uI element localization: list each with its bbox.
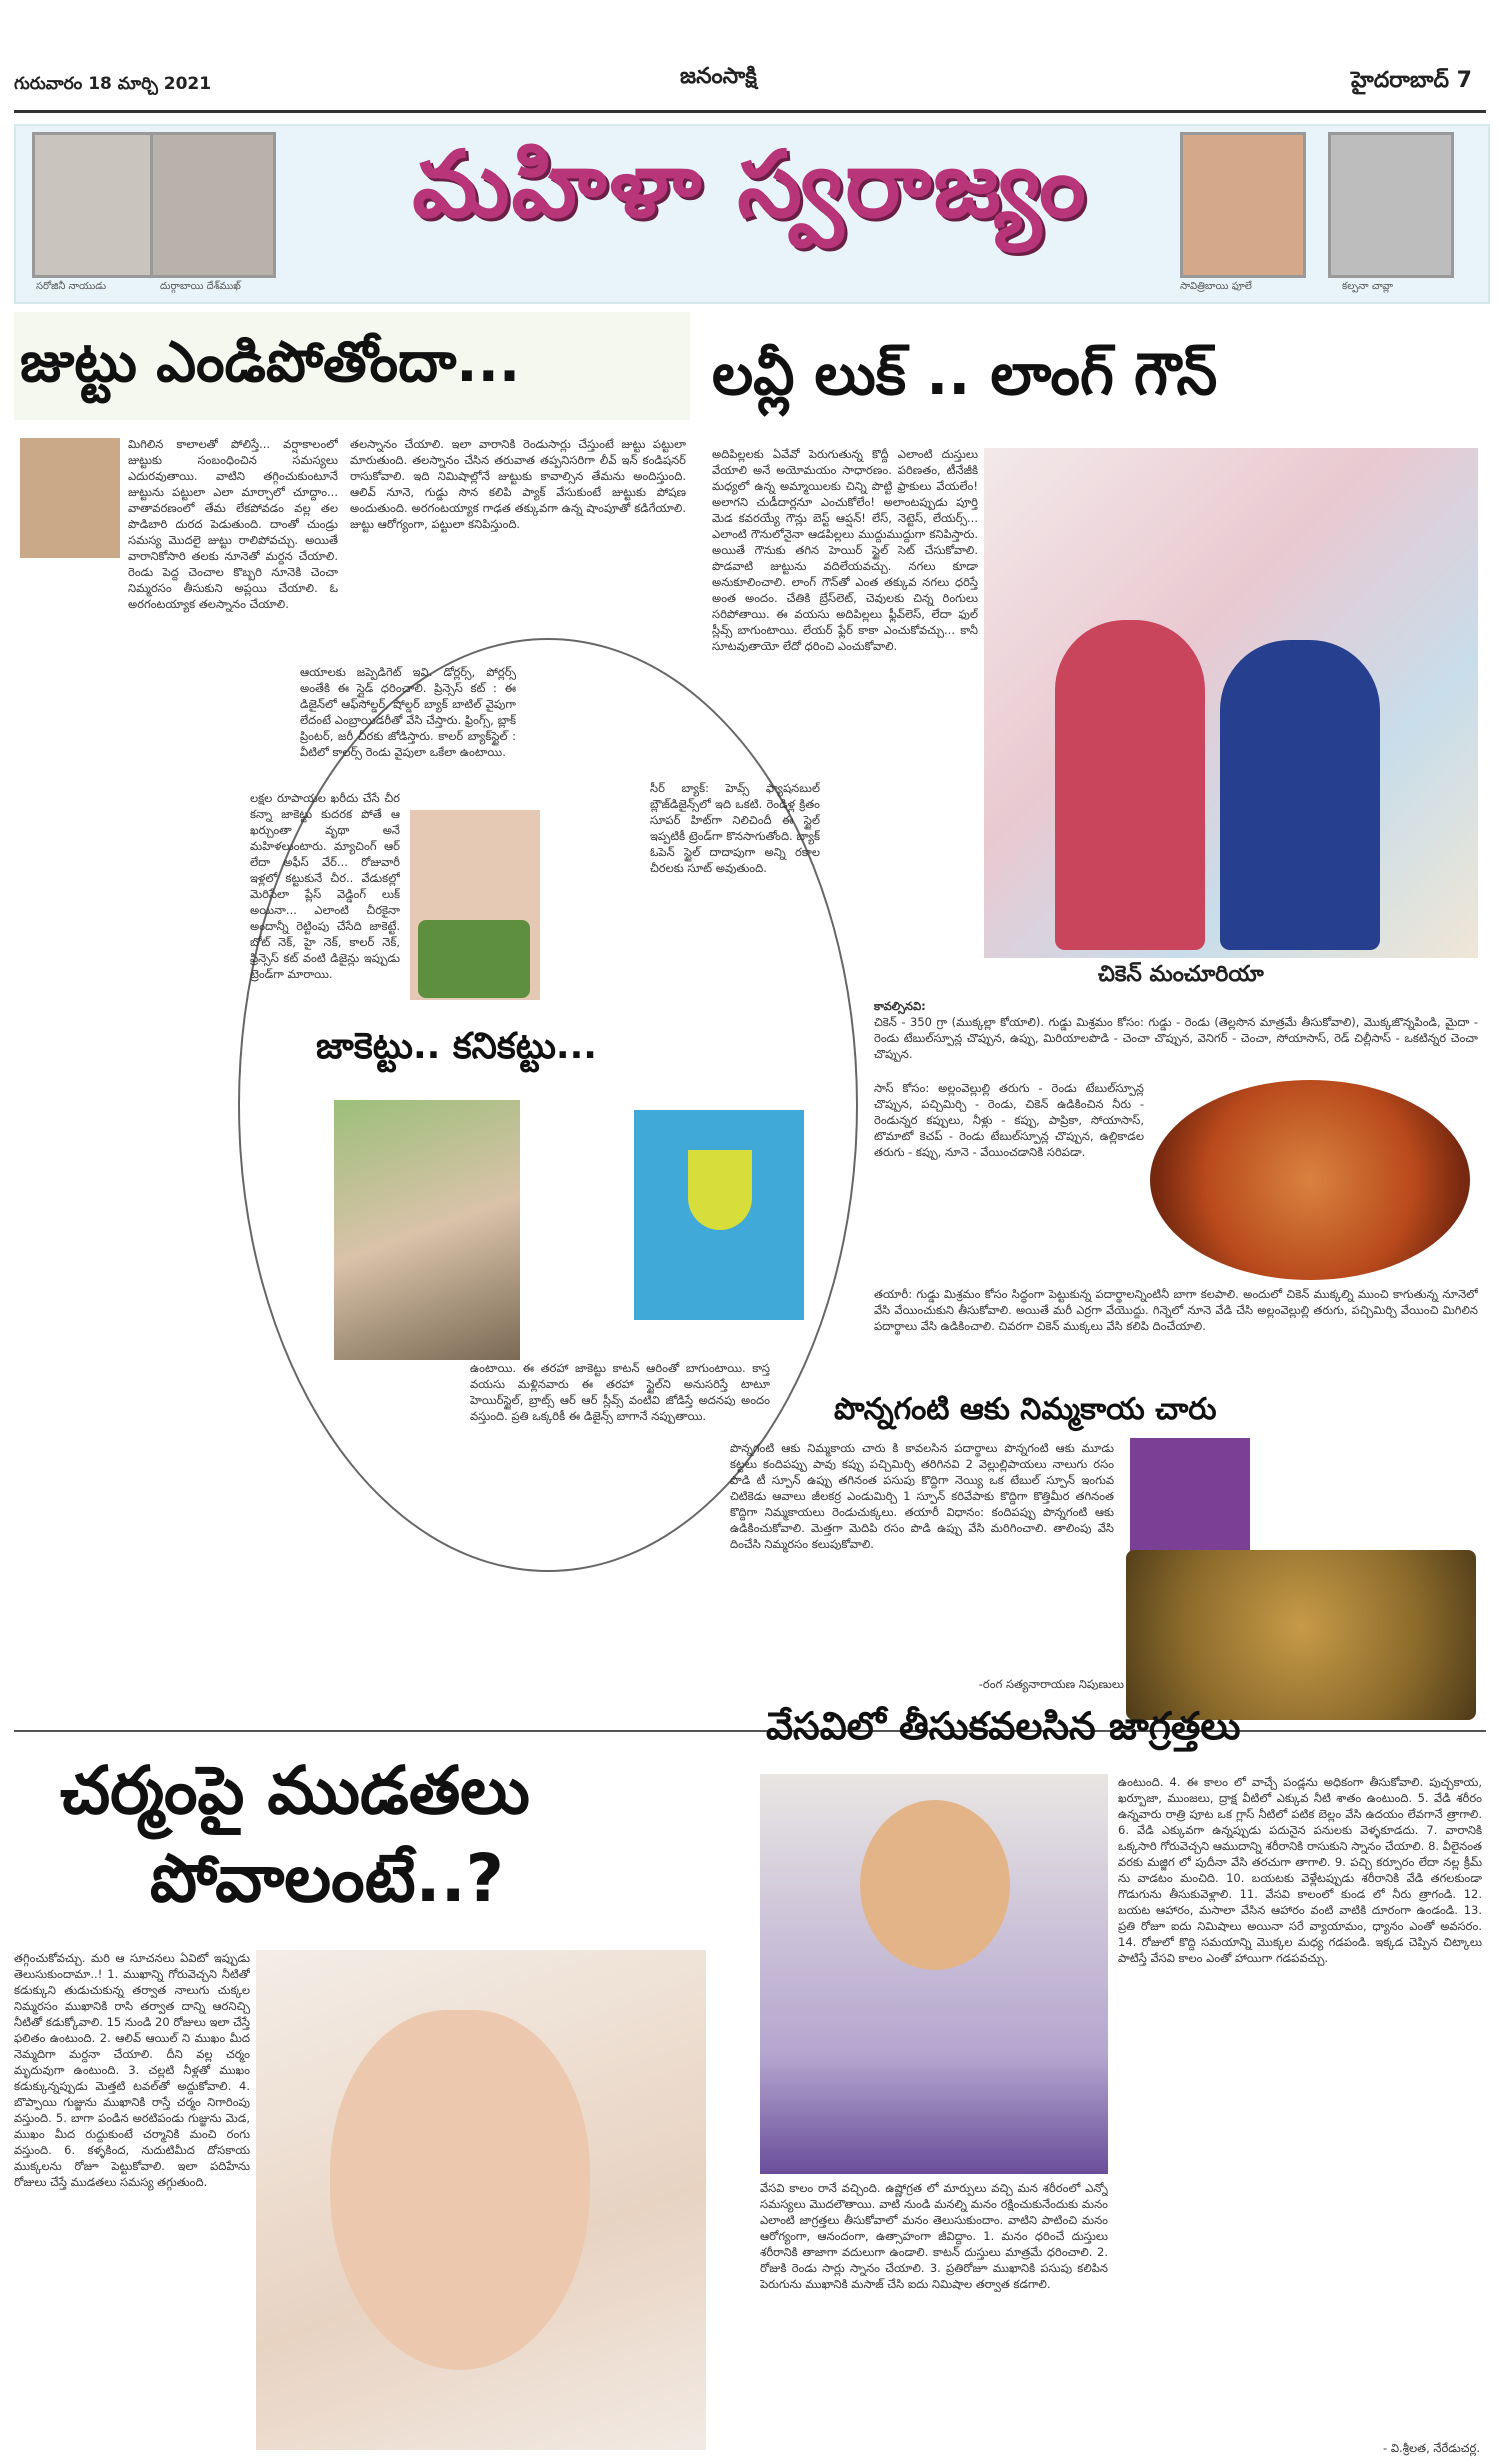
portrait-caption-4: కల్పనా చావ్లా [1342,281,1393,292]
page-number: హైదరాబాద్ 7 [1351,68,1472,93]
jacket-title: జాకెట్టు.. కనికట్టు... [316,1026,597,1067]
charu-body: పొన్నగంటి ఆకు నిమ్మకాయ చారు కి కావలసిన పదార్థాలు పొన్నగంటి ఆకు మూడు కట్టలు కందిపప్పు పావు కప్పు పచ్చిమిర్చి తరిగినవి 2 వెల్లుల్లిపాయలు నాలుగు రసం పొడి టీ స్పూన్ ఉప్పు తగినంత పసుపు కొద్దిగా నెయ్యి ఒక టేబుల్ స్పూన్ ఇంగువ చిటికెడు ఆవాలు జీలకర్ర ఎండుమిర్చి 1 స్పూన్ కరివేపాకు కొద్దిగా కొత్తిమీర తగినంత కొద్దిగా నిమ్మకాయలు రెండుచుక్కలు. తయారీ విధానం: కందిపప్పు పొన్నగంటి ఆకు ఉడికించుకోవాలి. మెత్తగా మెదిపి రసం పొడి ఉప్పు వేసి మరిగించాలి. తాలింపు వేసి దించేసి నిమ్మరసం కలుపుకోవాలి. [730,1441,1114,1551]
hair-model-photo [20,438,120,558]
newspaper-logo: జనంసాక్షి [680,64,757,89]
charu-dish-photo [1126,1550,1476,1720]
gown-blue-dress [1220,640,1380,950]
hair-body-right: తలస్నానం చేయాలి. ఇలా వారానికి రెండుసార్లు చేస్తుంటే జుట్టు పట్టులా మారుతుంది. తలస్నానం చేసిన తరువాత తప్పనిసరిగా లీవ్ ఇన్ కండిషనర్ రాసుకోవాలి. ఇది నిమిషాల్లోనే జుట్టుకు కావాల్సిన తేమను అందిస్తుంది. ఆలివ్ నూనె, గుడ్డు సొన కలిపి ప్యాక్ వేసుకుంటే జుట్టుకు పోషణ అందుతుంది. అరగంటయ్యాక గాఢత తక్కువగా ఉన్న షాంపూతో కడిగేయాలి. జుట్టు ఆరోగ్యంగా, పట్టులా కనిపిస్తుంది. [350,437,686,531]
portrait-2 [150,132,276,278]
face-shape [330,2010,590,2370]
manchurian-method: తయారీ: గుడ్డు మిశ్రమం కోసం సిద్ధంగా పెట్టుకున్న పదార్థాలన్నింటినీ బాగా కలపాలి. అందులో చికెన్ ముక్కల్ని ముంచి కాగుతున్న నూనెలో వేసి వేయించుకుని తీసుకోవాలి. అయితే మరీ ఎర్రగా వేయొద్దు. గిన్నెలో నూనె వేడి చేసి అల్లంవెల్లుల్లి తరుగు, పచ్చిమిర్చి వేయించి మిగిలిన పదార్థాలు వేసి ఉడికించాలి. చివరగా చికెన్ ముక్కలు వేసి కలిపి దించేయాలి. [874,1287,1478,1333]
section-divider [14,1730,1486,1732]
portrait-1 [32,132,158,278]
jacket-body-right: సీర్ బ్యాక్: హెవ్స్ ఫ్యాషనబుల్ బ్లౌజ్‌డిజైన్స్‌లో ఇది ఒకటి. రెండిళ్ల క్రితం సూపర్ హిట్‌గా నిలిచిందీ ఈ స్టైల్ ఇప్పటికీ ట్రెండ్‌గా కొనసాగుతోంది. బ్యాక్ ఓపెన్ స్టైల్ దాదాపుగా అన్ని రకాల చీరలకు సూట్ అవుతుంది. [650,781,820,875]
charu-byline: -రంగ సత్యనారాయణ నిపుణులు [978,1677,1124,1691]
banner-title: మహిళా స్వరాజ్యం [412,130,1088,238]
charu-title: పొన్నగంటి ఆకు నిమ్మకాయ చారు [834,1392,1217,1427]
manchurian-title: చికెన్ మంచూరియా [1098,962,1264,987]
issue-date: గురువారం 18 మార్చి 2021 [14,74,212,94]
gown-body: అదిపిల్లలకు ఏవేవో పెరుగుతున్న కొద్దీ ఎలాంటి దుస్తులు వేయాలి అనే అయోమయం సాధారణం. పరిణతం, టీనేజీకి మధ్యలో ఉన్న అమ్మాయిలకు చిన్ని పొట్టి ఫ్రాకులు వేయలేం! అలాగని చుడీదార్లనూ ఎంచుకోలేం! అలాంటప్పుడు పూర్తి మెడ కవరయ్యే గౌన్లు బెస్ట్ ఆప్షన్! లేస్, నెట్టెస్, లేయర్స్... ఎలాంటి గౌనులోనైనా ఆడపిల్లలు ముద్దుముద్దుగా కనిపిస్తారు. అయితే గౌనుకు తగిన హెయిర్ స్టైల్ సెట్ చేసుకోవాలి. పొడవాటి జుట్టును వదిలేయవచ్చు. నగలు కూడా అనుకూలించాలి. లాంగ్ గౌన్‌తో ఎంత తక్కువ నగలు ధరిస్తే అంత అందం. చేతికి బ్రేస్‌లెట్, చెవులకు చిన్న రింగులు సరిపోతాయి. ఈ వయసు అదిపిల్లలు ఫ్లీవ్‌లెస్, లేదా ఫుల్ స్లీవ్స్ బాగుంటాయి. లేయర్ ఫ్లేర్ కాకా ఎంచుకోవచ్చు... కానీ సూటవుతాయో లేదో ధరించి ఎంచుకోవాలి. [712,447,978,653]
charu-author-photo [1130,1438,1250,1558]
gown-red-dress [1055,620,1205,950]
portrait-caption-2: దుర్గాబాయి దేశ్‌ముఖ్ [160,281,241,292]
gown-title: లవ్లీ లుక్ .. లాంగ్ గౌన్ [712,340,1218,408]
wrinkles-title-line1: చర్మంపై ముడతలు [60,1752,530,1829]
wrinkles-title-line2: పోవాలంటే..? [150,1840,504,1917]
hair-body-left: మిగిలిన కాలాలతో పోలిస్తే... వర్షాకాలంలో జుట్టుకు సంబంధించిన సమస్యలు ఎదురవుతాయి. వాటిని తగ్గించుకుంటూనే జుట్టును పట్టులా ఎలా మార్చాలో చూద్దాం... వాతావరణంలో తేమ లేకపోవడం వల్ల తల పొడిబారి దురద పెడుతుంది. దాంతో చుండ్రు సమస్య మొదలై జుట్టు రాలిపోవచ్చు. అయితే వారానికోసారి తలకు నూనెతో మర్దన చేయాలి. రెండు పెద్ద చెంచాల కొబ్బరి నూనెకి చెంచా నిమ్మరసం తీసుకుని అప్లయి చేయాలి. ఓ అరగంటయ్యాక తలస్నానం చేయాలి. [128,437,338,611]
jacket-body-top: ఆయాలకు జప్పెడిగెట్ ఇవి. డోర్లర్స్, పోర్లర్స్ అంతేకి ఈ స్లైడ్ ధరించాలి. ప్రిన్సెస్ కట్ : ఈ డిజైన్‌లో ఆఫ్‌సోల్డర్, షోల్డర్ బ్యాక్ బాటిల్ వైపుగా లేదంటే ఎంబ్రాయిడరీతో వేసి చేస్తారు. ఫ్రింగ్స్, బ్లాక్ ప్రింటర్, జరీ చీరకు జోడిస్తారు. కాలర్ బ్యాక్‌స్టైల్ : వీటిలో కాలర్స్ రెండు వైపులా ఒకేలా ఉంటాయి. [300,665,516,759]
manchurian-ingredients-heading: కావల్సినవి: [874,999,926,1013]
summer-byline: - వి.శ్రీలత, నేరేడుచర్ల. [1383,2441,1480,2455]
jacket-body-bottom: ఉంటాయి. ఈ తరహా జాకెట్టు కాటన్ ఆరింతో బాగుంటాయి. కాస్త వయసు మళ్లినవారు ఈ తరహా స్టైల్‌ని అనుసరిస్తే టాటూ హెయిర్‌స్టైల్, బ్రాట్స్ ఆర్ ఆర్ స్లీవ్స్ వంటివి జోడిస్తే అదనపు అందం వస్తుంది. ప్రతి ఒక్కరికీ ఈ డిజైన్స్ బాగానే నప్పుతాయి. [470,1361,770,1423]
hair-title: జుట్టు ఎండిపోతోందా... [20,330,521,395]
green-blouse [418,920,530,998]
manchurian-photo [1150,1080,1470,1280]
summer-body-left: వేసవి కాలం రానే వచ్చింది. ఉష్ణోగ్రత లో మార్పులు వచ్చి మన శరీరంలో ఎన్నో సమస్యలు మొదలౌతాయి. వాటి నుండి మనల్ని మనం రక్షించుకునేందుకు మనం ఎలాంటి జాగ్రత్తలు తీసుకోవాలో మనం తెలుసుకుందాం. వాటిని పాటించి మనం ఆరోగ్యంగా, ఆనందంగా, ఉత్సాహంగా జీవిద్దాం. 1. మనం ధరించే దుస్తులు శరీరానికి తాజాగా వదులుగా ఉండాలి. కాటన్ దుస్తులు మాత్రమే ధరించాలి. 2. రోజుకి రెండు సార్లు స్నానం చేయాలి. 3. ప్రతిరోజూ ముఖానికి పసుపు కలిపిన పెరుగును ముఖానికి మసాజ్ చేసి ఐదు నిమిషాల తర్వాత కడగాలి. [760,2181,1108,2291]
manchurian-sauce: సాస్ కోసం: అల్లంవెల్లుల్లి తరుగు - రెండు టేబుల్‌స్పూన్ల చొప్పున, పచ్చిమిర్చి - రెండు, చికెన్ ఉడికించిన నీరు - రెండున్నర కప్పులు, నీళ్లు - కప్పు, పాప్రికా, సోయాసాస్, టొమాటో కెచప్ - రెండు టేబుల్‌స్పూన్ల చొప్పున, ఉల్లికాడల తరుగు - కప్పు, నూనె - వేయించడానికి సరిపడా. [874,1081,1144,1159]
page-header [0,0,1500,120]
summer-body-right: ఉంటుంది. 4. ఈ కాలం లో వాచ్చే పండ్లను అధికంగా తీసుకోవాలి. పుచ్చకాయ, ఖర్బూజా, ముంజలు, ద్రాక్ష వీటిలో ఎక్కువ నీటి శాతం ఉంటుంది. 5. వేడి శరీరం ఉన్నవారు రాత్రి పూట ఒక గ్లాస్ నీటిలో పటిక బెల్లం వేసి ఉదయం లేవగానే త్రాగాలి. 6. వేడి ఎక్కువగా ఉన్నప్పుడు పదునైన పనులకు వెళ్ళకూడదు. 7. వారానికి ఒక్కసారి గోరువెచ్చని ఆముదాన్ని శరీరానికి రాసుకుని స్నానం చేయాలి. 8. వీలైనంత వరకు మజ్జిగ లో పుదీనా వేసి తరచుగా తాగాలి. 9. పచ్చి కర్పూరం లేదా నల్ల క్రీమ్ ను వాడటం మంచిది. 10. బయటకు వెళ్లేటప్పుడు శరీరానికి వేడి తగలకుండా గొడుగును తీసుకువెళ్లాలి. 11. వేసవి కాలంలో కుండ లో నీరు త్రాగండి. 12. బయట ఆహారం, మసాలా వేసిన ఆహారం వంటి వాటికి దూరంగా ఉండండి. 13. ప్రతి రోజూ ఐదు నిమిషాలు అయినా సరే వ్యాయామం, ధ్యానం ఎంతో అవసరం. 14. రోజులో కొద్ది సమయాన్ని మొక్కల మధ్య గడపండి. ఇక్కడ చెప్పిన చిట్కాలు పాటిస్తే వేసవి కాలం ఎంతో హాయిగా గడపవచ్చు. [1118,1775,1482,1965]
jacket-body-left: లక్షల రూపాయల ఖరీదు చేసే చీర కన్నా జాకెట్టు కుదరక పోతే ఆ ఖర్చుంతా వృథా అనే మహిళలుంటారు. మ్యాచింగ్ ఆర్ లేదా అఫీస్ వేర్... రోజువారీ ఇళ్లలో కట్టుకునే చీర.. వేడుకల్లో మెరిసేలా ప్లేస్ వెడ్డింగ్ లుక్ అయినా... ఎలాంటి చీరకైనా అందాన్నీ రెట్టింపు చేసేది జాకెట్టే. బోట్ నెక్, హై నెక్, కాలర్ నెక్, ప్రిన్సెస్ కట్ వంటి డిజైన్లు ఇప్పుడు ట్రెండ్‌గా మారాయి. [250,791,400,981]
portrait-caption-1: సరోజినీ నాయుడు [36,281,107,292]
blouse-neck-pattern [688,1150,752,1230]
summer-title: వేసవిలో తీసుకవలసిన జాగ్రత్తలు [766,1704,1241,1748]
portrait-caption-3: సావిత్రిబాయి ఫూలే [1180,281,1252,292]
manchurian-ingredients: చికెన్ - 350 గ్రా (ముక్కల్లా కోయాలి). గుడ్డు మిశ్రమం కోసం: గుడ్డు - రెండు (తెల్లసొన మాత్రమే తీసుకోవాలి), మొక్కజొన్నపిండి, మైదా - రెండు టేబుల్‌స్పూన్ల చొప్పున, ఉప్పు, మిరియాలపొడి - చెంచా చొప్పున, వెనిగర్ - చెంచా, సోయాసాస్, రెడ్ చిల్లీసాస్ - ఒకటిన్నర చెంచా చొప్పున. [874,1015,1478,1061]
header-rule [14,110,1486,113]
portrait-4 [1328,132,1454,278]
author-face [860,1800,1010,1970]
wrinkles-body: తగ్గించుకోవచ్చు. మరి ఆ సూచనలు ఏవిటో ఇప్పుడు తెలుసుకుందామా..! 1. ముఖాన్ని గోరువెచ్చని నీటితో కడుక్కుని తుడుచుకున్న తర్వాత నాలుగు చుక్కల నిమ్మరసం ముఖానికి రాసి తర్వాత దాన్ని ఆరనిచ్చి నీటితో కడుక్కోవాలి. 15 నుండి 20 రోజులు ఇలా చేస్తే ఫలితం ఉంటుంది. 2. ఆలివ్ ఆయిల్ ని ముఖం మీద నెమ్మదిగా మర్దనా చేయాలి. దీని వల్ల చర్మం మృదువుగా ఉంటుంది. 3. చల్లటి నీళ్లతో ముఖం కడుక్కున్నప్పుడు మెత్తటి టవల్‌తో అద్దుకోవాలి. 4. బొప్పాయి గుజ్జును ముఖానికి రాస్తే చర్మం నిగారింపు వస్తుంది. 5. బాగా పండిన అరటిపండు గుజ్జును మెడ, ముఖం మీద రుద్దుకుంటే చర్మానికి మంచి రంగు వస్తుంది. 6. కళ్ళకింద, నుదుటిమీద దోసకాయ ముక్కలను రోజూ పెట్టుకోవాలి. ఇలా పదిహేను రోజులు చేస్తే ముడతలు సమస్య తగ్గుతుంది. [14,1951,250,2189]
